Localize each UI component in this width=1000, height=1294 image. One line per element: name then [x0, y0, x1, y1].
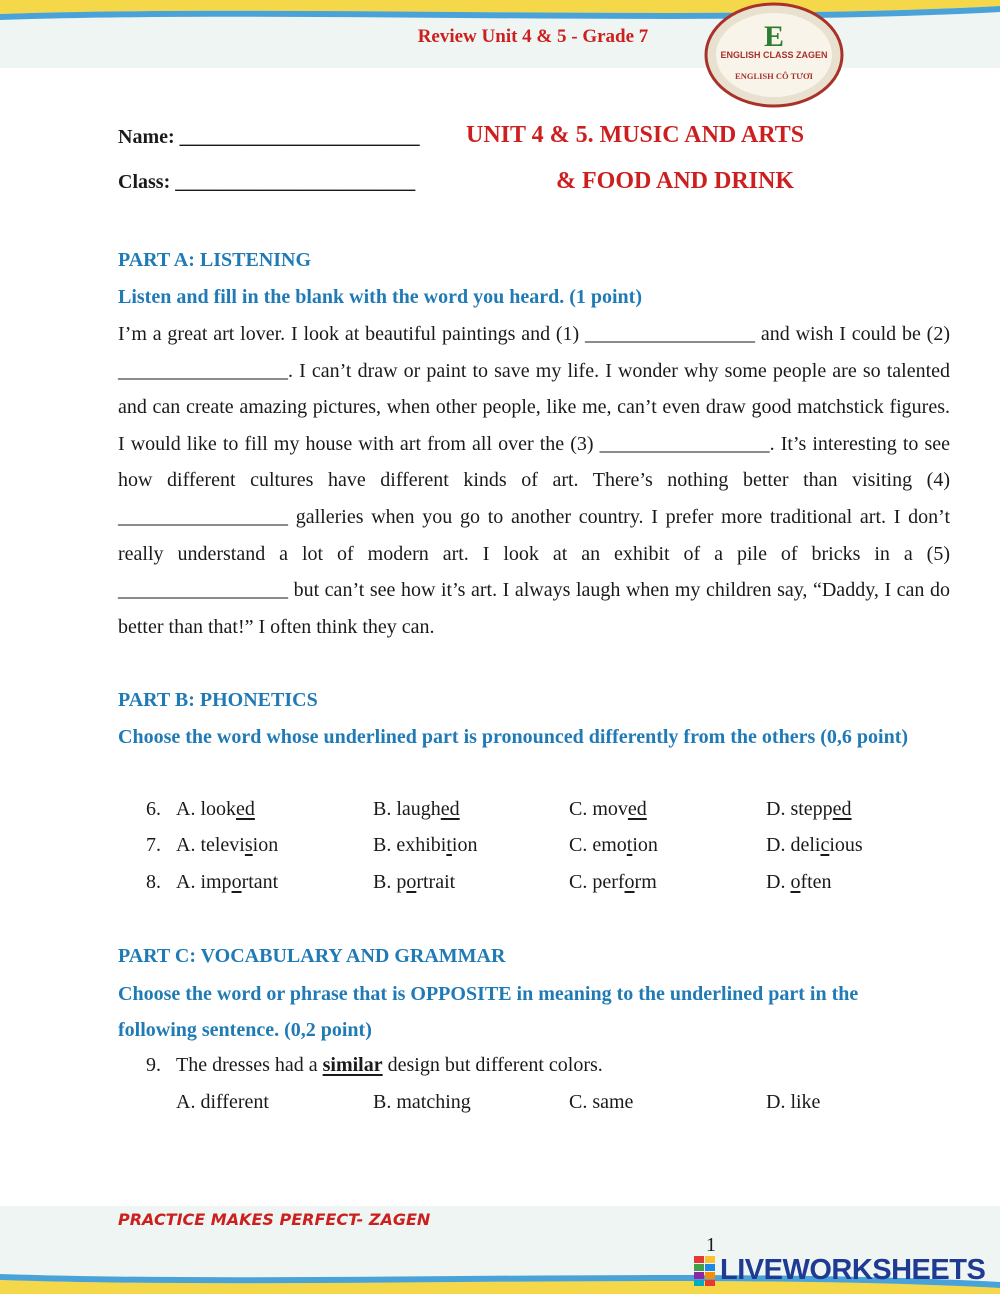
english-class-zagen-logo: [704, 2, 844, 108]
option-c[interactable]: C. emotion: [569, 834, 658, 856]
option-d[interactable]: D. delicious: [766, 834, 863, 856]
footer-slogan: PRACTICE MAKES PERFECT- ZAGEN: [118, 1210, 431, 1229]
option-c[interactable]: C. moved: [569, 798, 647, 820]
liveworksheets-wordmark: LIVEWORKSHEETS: [720, 1254, 986, 1286]
question-number: 9.: [146, 1054, 161, 1076]
option-d[interactable]: D. stepped: [766, 798, 852, 820]
question-7: [140, 834, 940, 864]
svg-text:E: E: [763, 20, 785, 53]
option-b[interactable]: B. laughed: [373, 798, 460, 820]
part-b-instruction: Choose the word whose underlined part is pronounced differently from the others (0,6 point): [118, 726, 909, 748]
option-b[interactable]: B. matching: [373, 1091, 471, 1113]
option-c[interactable]: C. perform: [569, 871, 657, 893]
page-number: 1: [706, 1234, 716, 1256]
option-a[interactable]: A. looked: [176, 798, 255, 820]
student-class-field[interactable]: Class: ________________________: [118, 171, 416, 193]
question-9-options: [140, 1091, 940, 1121]
part-b-heading: PART B: PHONETICS: [118, 689, 318, 711]
liveworksheets-brand[interactable]: [694, 1254, 990, 1286]
option-d[interactable]: D. like: [766, 1091, 821, 1113]
option-b[interactable]: B. exhibition: [373, 834, 478, 856]
question-9: [140, 1054, 940, 1084]
unit-title-line1: UNIT 4 & 5. MUSIC AND ARTS: [466, 122, 805, 148]
question-8: [140, 871, 940, 901]
question-number: 6.: [146, 798, 161, 820]
student-name-field[interactable]: Name: ________________________: [118, 126, 420, 148]
listening-passage: I’m a great art lover. I look at beautiful paintings and (1) _________________ and wish I could be (2) _________________. I can’t draw or paint to save my life. I wonder why some people are so talented and can create amazing pictures, when other people, like me, can’t even draw good matchstick figures. I would like to fill my house with art from all over the (3) _________________. It’s interesting to see how different cultures have different kinds of art. There’s nothing better than visiting (4) _________________ galleries when you go to another country. I prefer more traditional art. I don’t really understand a lot of modern art. I look at an exhibit of a pile of bricks in a (5) _________________ but can’t see how it’s art. I always laugh when my children say, “Daddy, I can do better than that!” I often think they can.: [118, 323, 950, 638]
option-a[interactable]: A. important: [176, 871, 279, 893]
unit-title-line2: & FOOD AND DRINK: [556, 168, 794, 194]
liveworksheets-logo-icon: [694, 1256, 716, 1286]
part-a-heading: PART A: LISTENING: [118, 249, 312, 271]
part-a-instruction: Listen and fill in the blank with the word you heard. (1 point): [118, 286, 642, 308]
svg-text:ENGLISH CLASS ZAGEN: ENGLISH CLASS ZAGEN: [720, 50, 828, 60]
option-b[interactable]: B. portrait: [373, 871, 456, 893]
option-a[interactable]: A. different: [176, 1091, 269, 1113]
option-a[interactable]: A. television: [176, 834, 279, 856]
svg-text:ENGLISH CÔ TƯƠI: ENGLISH CÔ TƯƠI: [735, 71, 813, 81]
part-c-instruction: Choose the word or phrase that is OPPOSITE in meaning to the underlined part in the following sentence. (0,2 point): [118, 983, 859, 1041]
question-number: 7.: [146, 834, 161, 856]
option-d[interactable]: D. often: [766, 871, 832, 893]
question-6: [140, 798, 940, 828]
question-number: 8.: [146, 871, 161, 893]
part-c-heading: PART C: VOCABULARY AND GRAMMAR: [118, 945, 506, 967]
worksheet-header-title: Review Unit 4 & 5 - Grade 7: [417, 26, 649, 47]
question-9-text: The dresses had a similar design but different colors.: [176, 1054, 603, 1076]
option-c[interactable]: C. same: [569, 1091, 634, 1113]
